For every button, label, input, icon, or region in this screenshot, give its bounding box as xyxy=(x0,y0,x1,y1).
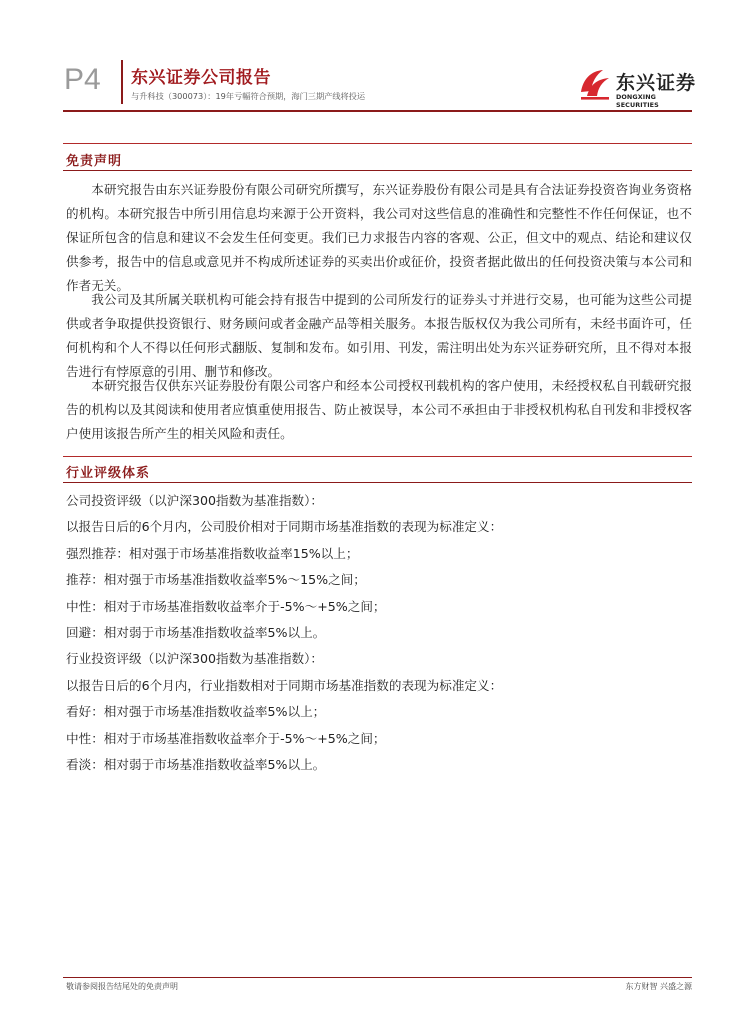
company-logo xyxy=(578,66,698,109)
disclaimer-paragraph-1: 本研究报告由东兴证券股份有限公司研究所撰写，东兴证券股份有限公司是具有合法证券投资咨询业务资格的机构。本研究报告中所引用信息均来源于公开资料，我公司对这些信息的准确性和完整性不作任何保证，也不保证所包含的信息和建议不会发生任何变更。我们已力求报告内容的客观、公正，但文中的观点、结论和建议仅供参考，报告中的信息或意见并不构成所述证券的买卖出价或征价，投资者据此做出的任何投资决策与本公司和作者无关。 xyxy=(66,182,692,293)
section-top-rule xyxy=(63,143,692,144)
rating-line: 强烈推荐：相对强于市场基准指数收益率15%以上； xyxy=(66,545,359,561)
rating-line: 看淡：相对弱于市场基准指数收益率5%以上。 xyxy=(66,756,326,772)
logo-text-cn: 东兴证券 xyxy=(616,72,697,94)
rating-line: 行业投资评级（以沪深300指数为基准指数）： xyxy=(66,651,324,667)
footer-slogan: 东方财智 兴盛之源 xyxy=(625,982,692,991)
report-title: 东兴证券公司报告 xyxy=(131,68,271,88)
header-rule xyxy=(63,110,692,112)
rating-line: 看好：相对强于市场基准指数收益率5%以上； xyxy=(66,704,326,720)
rating-line: 中性：相对于市场基准指数收益率介于-5%～+5%之间； xyxy=(66,598,386,614)
rating-line: 中性：相对于市场基准指数收益率介于-5%～+5%之间； xyxy=(66,730,386,746)
logo-text-en: DONGXING SECURITIES xyxy=(616,93,659,109)
rating-line: 公司投资评级（以沪深300指数为基准指数）： xyxy=(66,493,324,508)
page-number: P4 xyxy=(64,63,101,96)
section-top-rule xyxy=(63,456,692,457)
disclaimer-title: 免责声明 xyxy=(66,154,123,169)
footer-disclaimer-note: 敬请参阅报告结尾处的免责声明 xyxy=(66,982,178,991)
disclaimer-paragraph-2: 我公司及其所属关联机构可能会持有报告中提到的公司所发行的证券头寸并进行交易，也可能为这些公司提供或者争取提供投资银行、财务顾问或者金融产品等相关服务。本报告版权仅为我公司所有，未经书面许可，任何机构和个人不得以任何形式翻版、复制和发布。如引用、刊发，需注明出处为东兴证券研究所，且不得对本报告进行有悖原意的引用、删节和修改。 xyxy=(66,292,692,379)
company-logo-icon xyxy=(578,66,612,102)
rating-system-title: 行业评级体系 xyxy=(66,466,151,481)
rating-line: 以报告日后的6个月内，公司股价相对于同期市场基准指数的表现为标准定义： xyxy=(66,519,503,535)
rating-line: 推荐：相对强于市场基准指数收益率5%～15%之间； xyxy=(66,572,366,588)
section-bottom-rule xyxy=(63,170,692,171)
section-bottom-rule xyxy=(63,482,692,483)
footer-rule xyxy=(63,977,692,978)
rating-line: 以报告日后的6个月内，行业指数相对于同期市场基准指数的表现为标准定义： xyxy=(66,677,503,693)
report-subtitle: 与升科技（300073）：19年亏幅符合预期，海门三期产线将投运 xyxy=(131,91,366,101)
header-divider xyxy=(121,60,123,104)
disclaimer-paragraph-3: 本研究报告仅供东兴证券股份有限公司客户和经本公司授权刊载机构的客户使用，未经授权私自刊载研究报告的机构以及其阅读和使用者应慎重使用报告、防止被误导，本公司不承担由于非授权机构私自刊发和非授权客户使用该报告所产生的相关风险和责任。 xyxy=(66,378,692,441)
rating-line: 回避：相对弱于市场基准指数收益率5%以上。 xyxy=(66,624,326,640)
rating-definitions xyxy=(66,488,686,778)
